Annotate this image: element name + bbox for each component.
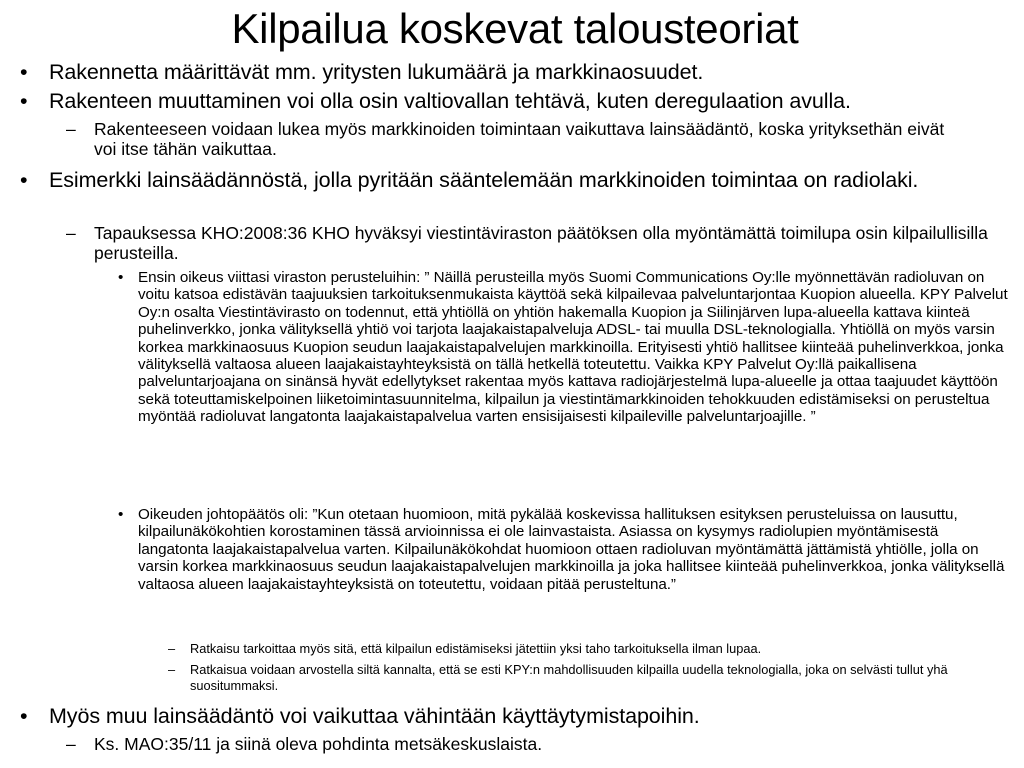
bullet-rakenteen-muuttaminen	[20, 89, 1024, 113]
bullet-marker: •	[20, 704, 28, 728]
subbullet-mao-35-11	[66, 734, 966, 754]
bullet-text: Ks. MAO:35/11 ja siinä oleva pohdinta metsäkeskuslaista.	[94, 734, 543, 754]
bullet-radiolaki	[20, 168, 1010, 192]
subbullet-lainsaadanto	[66, 119, 966, 159]
bullet-text: Ensin oikeus viittasi viraston perusteluihin: ” Näillä perusteilla myös Suomi Communications Oy:lle myönnettävän radioluvan on voitu katsoa edistävän taajuuksien tarkoituksenmukaista käyttöä sekä kilpailevaa palveluntarjontaa Kuopion alueella. KPY Palvelut Oy:n osalta Viestintävirasto on todennut, että yhtiöllä on yhtiön hakemalla Kuopion ja Siilinjärven lupa-alueella kattava kiinteä puhelinverkko, jonka välityksellä yhtiö voi tarjota laajakaistapalveluja ADSL- tai muulla DSL-teknologialla. Yhtiöllä on myös varsin korkea markkinaosuus Kuopion seudun laajakaistapalvelujen markkinoilla. Erityisesti yhtiö hallitsee kiinteää puhelinverkkoa, jonka välityksellä valtaosa alueen laajakaistayhteyksistä on tällä hetkellä toteutettu. Vaikka KPY Palvelut Oy:llä paikallisena palveluntarjoajana on sinänsä hyvät edellytykset rakentaa myös kattava radiojärjestelmä lupa-alueelle ja ottaa taajuudet käyttöön sekä toteuttamiskelpoinen liiketoimintasuunnitelma, kilpailun ja viestintämarkkinoiden tehokkuuden edistämiseksi on perusteltua myöntää radioluvat langatonta laajakaistapalvelua varten ensisijaisesti kilpaileville palveluntarjoajille. ”	[138, 269, 1008, 426]
level4-ratkaisua-arvostella	[168, 662, 1018, 693]
bullet-text: Myös muu lainsäädäntö voi vaikuttaa vähintään käyttäytymistapoihin.	[49, 704, 700, 728]
bullet-text: Ratkaisua voidaan arvostella siltä kannalta, että se esti KPY:n mahdollisuuden kilpailla uudella teknologialla, joka on selvästi tullut yhä suositummaksi.	[190, 662, 948, 693]
bullet-marker: –	[168, 662, 176, 677]
bullet-marker: •	[118, 269, 124, 286]
bullet-marker: –	[66, 223, 76, 243]
bullet-marker: –	[168, 641, 176, 656]
bullet-marker: –	[66, 734, 76, 754]
bullet-text: Tapauksessa KHO:2008:36 KHO hyväksyi viestintäviraston päätöksen olla myöntämättä toimilupa osin kilpailullisilla perusteilla.	[94, 223, 988, 263]
bullet-marker: •	[118, 506, 124, 523]
slide-title: Kilpailua koskevat talousteoriat	[231, 5, 799, 52]
subbullet-kho-2008-36	[66, 223, 1006, 263]
subsubbullet-johtopaatos	[118, 506, 1008, 593]
bullet-marker: •	[20, 89, 28, 113]
bullet-marker: •	[20, 168, 28, 192]
bullet-text: Rakennetta määrittävät mm. yritysten lukumäärä ja markkinaosuudet.	[49, 60, 704, 84]
bullet-text: Oikeuden johtopäätös oli: ”Kun otetaan huomioon, mitä pykälää koskevissa hallituksen esityksen perusteluissa on lausuttu, kilpailunäkökohtien korostaminen tässä arvioinnissa ei ole lainvastaista. Asiassa on kysymys radiolupien myöntämisestä langatonta laajakaistapalvelua varten. Kilpailunäkökohdat huomioon ottaen radioluvan myöntämättä jättämistä yhtiölle, jolla on varsin korkea markkinaosuus seudun laajakaistapalvelujen markkinoilla ja joka hallitsee kiinteää puhelinverkkoa, jonka välityksellä valtaosa alueen laajakaistayhteyksistä on toteutettu, voidaan pitää perusteltuna.”	[138, 506, 1005, 593]
bullet-marker: •	[20, 60, 28, 84]
bullet-text: Rakenteeseen voidaan lukea myös markkinoiden toimintaan vaikuttava lainsäädäntö, koska yrityksethän eivät voi itse tähän vaikuttaa.	[94, 119, 945, 159]
bullet-marker: –	[66, 119, 76, 139]
bullet-rakenne	[20, 60, 1020, 84]
bullet-text: Rakenteen muuttaminen voi olla osin valtiovallan tehtävä, kuten deregulaation avulla.	[49, 89, 851, 113]
bullet-muu-lainsaadanto	[20, 704, 1020, 728]
bullet-text: Ratkaisu tarkoittaa myös sitä, että kilpailun edistämiseksi jätettiin yksi taho tarkoituksella ilman lupaa.	[190, 641, 762, 656]
bullet-text: Esimerkki lainsäädännöstä, jolla pyritään sääntelemään markkinoiden toimintaa on radiolaki.	[49, 168, 919, 192]
subsubbullet-viraston-perustelut	[118, 269, 1008, 426]
level4-ratkaisu-tarkoittaa	[168, 641, 1018, 657]
